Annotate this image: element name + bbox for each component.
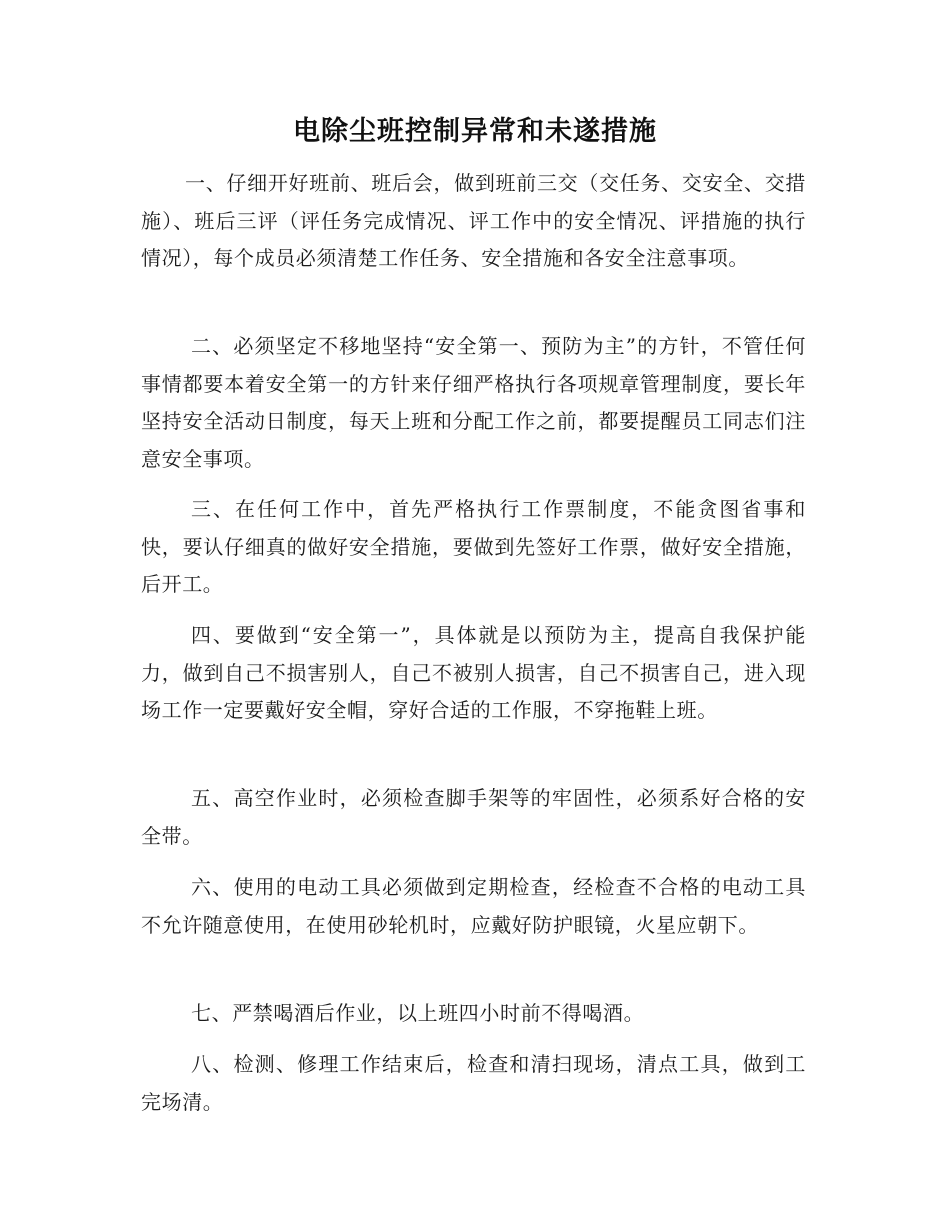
paragraph-2: 二、必须坚定不移地坚持“安全第一、预防为主”的方针，不管任何事情都要本着安全第一的方针来仔细严格执行各项规章管理制度，要长年坚持安全活动日制度，每天上班和分配工作之前，都要提醒员工同志们注意安全事项。 [141, 334, 806, 471]
document-title: 电除尘班控制异常和未遂措施 [293, 116, 657, 147]
paragraph-8: 八、检测、修理工作结束后，检查和清扫现场，清点工具，做到工完场清。 [141, 1052, 806, 1114]
paragraph-7: 七、严禁喝酒后作业，以上班四小时前不得喝酒。 [191, 1001, 645, 1025]
paragraph-5: 五、高空作业时，必须检查脚手架等的牢固性，必须系好合格的安全带。 [141, 786, 806, 848]
paragraph-1: 一、仔细开好班前、班后会，做到班前三交（交任务、交安全、交措施）、班后三评（评任务完成情况、评工作中的安全情况、评措施的执行情况），每个成员必须清楚工作任务、安全措施和各安全注意事项。 [141, 171, 806, 270]
paragraph-3: 三、在任何工作中，首先严格执行工作票制度，不能贪图省事和快，要认仔细真的做好安全措施，要做到先签好工作票，做好安全措施，后开工。 [141, 497, 806, 596]
paragraph-6: 六、使用的电动工具必须做到定期检查，经检查不合格的电动工具不允许随意使用，在使用砂轮机时，应戴好防护眼镜，火星应朝下。 [141, 875, 806, 937]
paragraph-4: 四、要做到“安全第一”，具体就是以预防为主，提高自我保护能力，做到自己不损害别人，自己不被别人损害，自己不损害自己，进入现场工作一定要戴好安全帽，穿好合适的工作服，不穿拖鞋上班。 [141, 623, 806, 722]
